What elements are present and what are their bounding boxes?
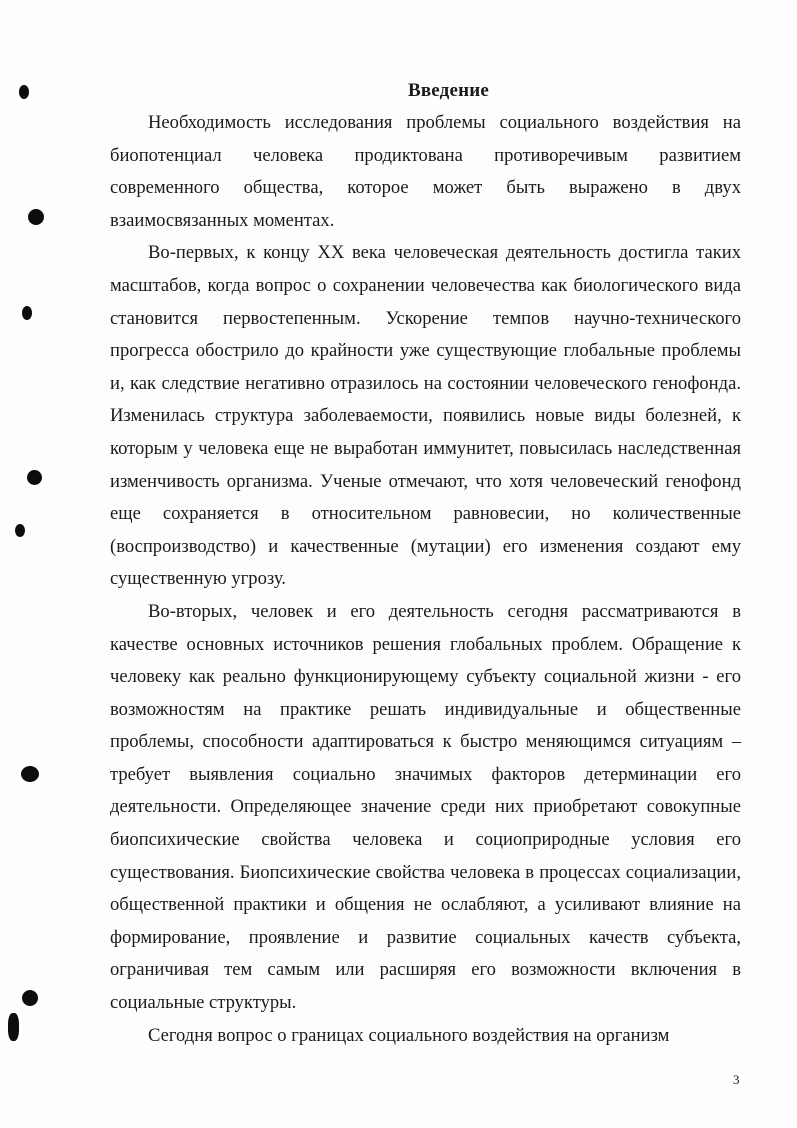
paragraph: Во-первых, к концу XX века человеческая деятельность достигла таких масштабов, когда вопрос о сохранении человечества как биологического вида становится первостепенным. Ускорение темпов научно-технического прогресса обострило до крайности уже существующие глобальные проблемы и, как следствие негативно отразилось на состоянии человеческого генофонда. Изменилась структура заболеваемости, появились новые виды болезней, к которым у человека еще не выработан иммунитет, повысилась наследственная изменчивость организма. Ученые отмечают, что хотя человеческий генофонд еще сохраняется в относительном равновесии, но количественные (воспроизводство) и качественные (мутации) его изменения создают ему существенную угрозу. xyxy=(110,242,741,590)
binder-hole-mark xyxy=(15,524,25,537)
binder-hole-mark xyxy=(8,1013,19,1041)
section-heading: Введение xyxy=(407,80,490,101)
binder-hole-mark xyxy=(27,470,42,485)
binder-hole-mark xyxy=(22,306,32,320)
paragraph: Необходимость исследования проблемы социального воздействия на биопотенциал человека продиктована противоречивым развитием современного общества, которое может быть выражено в двух взаимосвязанных моментах. xyxy=(110,112,741,231)
binder-hole-mark xyxy=(21,766,39,782)
paragraph: Сегодня вопрос о границах социального воздействия на организм xyxy=(148,1024,670,1046)
binder-hole-mark xyxy=(22,990,38,1006)
paragraph: Во-вторых, человек и его деятельность сегодня рассматриваются в качестве основных источников решения глобальных проблем. Обращение к человеку как реально функционирующему субъекту социальной жизни - его возможностям на практике решать индивидуальные и общественные проблемы, способности адаптироваться к быстро меняющимся ситуациям – требует выявления социально значимых факторов детерминации его деятельности. Определяющее значение среди них приобретают совокупные биопсихические свойства человека и социоприродные условия его существования. Биопсихические свойства человека в процессах социализации, общественной практики и общения не ослабляют, а усиливают влияние на формирование, проявление и развитие социальных качеств субъекта, ограничивая тем самым или расширяя его возможности включения в социальные структуры. xyxy=(110,600,741,1014)
binder-hole-mark xyxy=(28,209,44,225)
page-number: 3 xyxy=(733,1072,740,1087)
body-text xyxy=(110,107,741,1052)
